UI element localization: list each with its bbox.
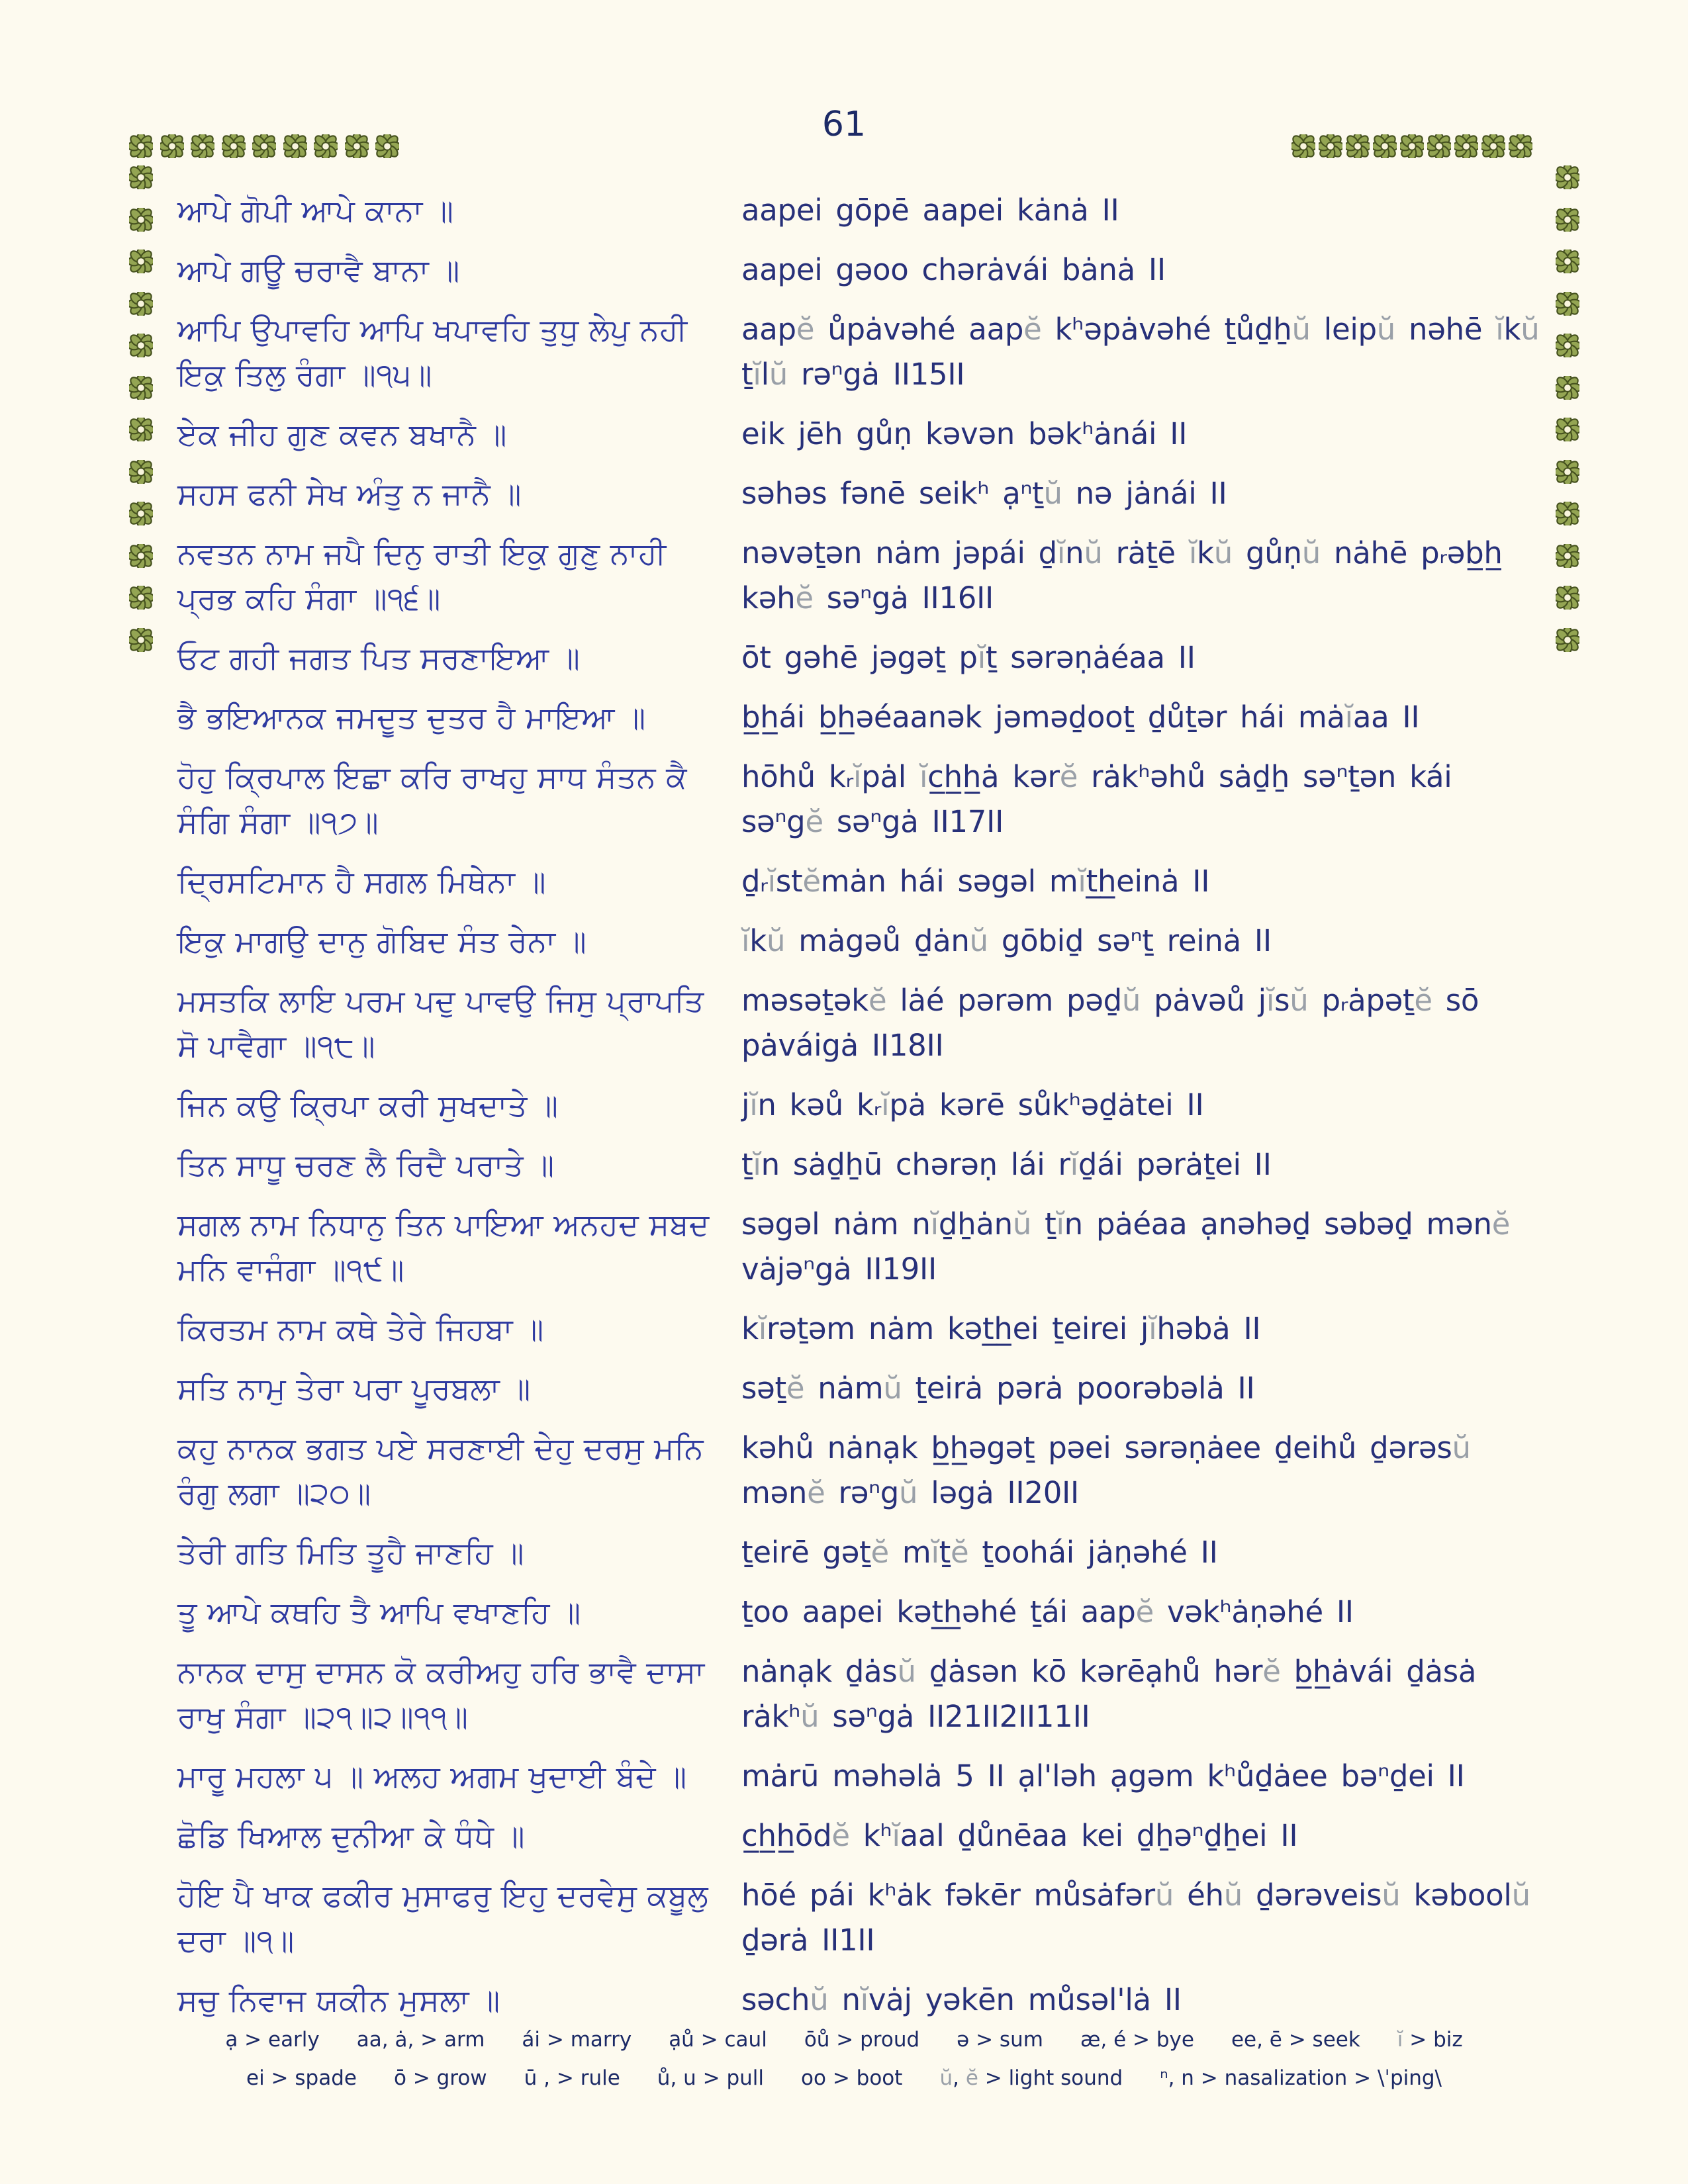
verse-row: [177, 1083, 1542, 1128]
verse-row: [177, 1754, 1542, 1799]
flower-ornament-icon: [129, 250, 153, 273]
key-entry: ō > grow: [393, 2066, 487, 2090]
gurmukhi-line: ਨਵਤਨ ਨਾਮ ਜਪੈ ਦਿਨੁ ਰਾਤੀ ਇਕੁ ਗੁਣੁ ਨਾਹੀ ਪ੍ਰਭ ਕਹਿ ਸੰਗਾ ॥੧੬॥: [177, 535, 667, 616]
verse-row: [177, 1202, 1542, 1292]
flower-ornament-icon: [1556, 460, 1579, 484]
gurmukhi-line: ਹੋਇ ਪੈ ਖਾਕ ਫਕੀਰ ਮੁਸਾਫਰੁ ਇਹੁ ਦਰਵੇਸੁ ਕਬੂਲੁ ਦਰਾ ॥੧॥: [177, 1878, 709, 1958]
gurmukhi-line: ਕਹੁ ਨਾਨਕ ਭਗਤ ਪਏ ਸਰਣਾਈ ਦੇਹੁ ਦਰਸੁ ਮਨਿ ਰੰਗੁ ਲਗਾ ॥੨੦॥: [177, 1430, 704, 1511]
gurmukhi-line: ਹੋਹੁ ਕ੍ਰਿਪਾਲ ਇਛਾ ਕਰਿ ਰਾਖਹੁ ਸਾਧ ਸੰਤਨ ਕੈ ਸੰਗਿ ਸੰਗਾ ॥੧੭॥: [177, 759, 688, 840]
roman-transliteration-line: ṯoo aapei kət̲h̲əhé ṯái aapĕ vəkʰȧṇəhé II: [741, 1594, 1354, 1629]
key-entry: ee, ē > seek: [1231, 2028, 1360, 2052]
gurmukhi-line: ਮਾਰੂ ਮਹਲਾ ੫ ॥ ਅਲਹ ਅਗਮ ਖੁਦਾਈ ਬੰਦੇ ॥: [177, 1758, 687, 1794]
flower-ornament-icon: [1346, 134, 1370, 158]
roman-transliteration-line: nəvəṯən nȧm jəpái ḏĭnŭ rȧṯē ĭkŭ gůṇŭ nȧhē pᵣəb̲h̲ kəhĕ səⁿgȧ II16II: [741, 535, 1503, 615]
roman-transliteration-line: səchŭ nĭvȧj yəkēn můsəl'lȧ II: [741, 1982, 1182, 2017]
flower-ornament-icon: [375, 134, 399, 158]
verse-row: [177, 695, 1542, 740]
roman-transliteration-line: nȧnạk ḏȧsŭ ḏȧsən kō kərēạhů hərĕ b̲h̲ȧvái ḏȧsȧ rȧkʰŭ səⁿgȧ II21II2II11II: [741, 1654, 1477, 1734]
verse-row: [177, 1142, 1542, 1187]
gurmukhi-line: ਤੂ ਆਪੇ ਕਥਹਿ ਤੈ ਆਪਿ ਵਖਾਣਹਿ ॥: [177, 1594, 581, 1630]
flower-ornament-icon: [1427, 134, 1451, 158]
gurmukhi-line: ਓਟ ਗਹੀ ਜਗਤ ਪਿਤ ਸਰਣਾਇਆ ॥: [177, 640, 581, 676]
flower-ornament-icon: [1319, 134, 1342, 158]
flower-ornament-icon: [129, 586, 153, 610]
verse-row: [177, 412, 1542, 457]
roman-transliteration-line: kəhů nȧnạk b̲h̲əgəṯ pəei sərəṇȧee ḏeihů ḏərəsŭ mənĕ rəⁿgŭ ləgȧ II20II: [741, 1430, 1471, 1510]
flower-ornament-icon: [129, 208, 153, 232]
flower-ornament-icon: [345, 134, 369, 158]
flower-ornament-icon: [252, 134, 276, 158]
flower-ornament-icon: [283, 134, 307, 158]
verse-row: [177, 754, 1542, 844]
gurmukhi-line: ਦ੍ਰਿਸਟਿਮਾਨ ਹੈ ਸਗਲ ਮਿਥੇਨਾ ॥: [177, 864, 547, 899]
roman-transliteration-line: jĭn kəů kᵣĭpȧ kərē sůkʰəḏȧtei II: [741, 1087, 1204, 1122]
roman-transliteration-line: kĭrəṯəm nȧm kət̲h̲ei ṯeirei jĭhəbȧ II: [741, 1311, 1261, 1346]
flower-ornament-icon: [191, 134, 214, 158]
verse-row: [177, 307, 1542, 397]
flower-ornament-icon: [1373, 134, 1397, 158]
verse-row: [177, 1530, 1542, 1575]
gurmukhi-line: ਮਸਤਕਿ ਲਾਇ ਪਰਮ ਪਦੁ ਪਾਵਉ ਜਿਸੁ ਪ੍ਰਾਪਤਿ ਸੋ ਪਾਵੈਗਾ ॥੧੮॥: [177, 983, 704, 1064]
flower-ornament-icon: [1556, 250, 1579, 273]
flower-ornament-icon: [129, 376, 153, 400]
key-entry: oo > boot: [801, 2066, 903, 2090]
roman-transliteration-line: hōhů kᵣĭpȧl ĭc̲h̲h̲ȧ kərĕ rȧkʰəhů sȧḏẖ səⁿṯən kái səⁿgĕ səⁿgȧ II17II: [741, 759, 1452, 839]
flower-ornament-icon: [129, 502, 153, 525]
verse-row: [177, 859, 1542, 904]
roman-transliteration-line: hōé pái kʰȧk fəkēr můsȧfərŭ éhŭ ḏərəveisŭ kəboolŭ ḏərȧ II1II: [741, 1878, 1530, 1958]
flower-ornament-icon: [1556, 586, 1579, 610]
gurmukhi-line: ਛੋਡਿ ਖਿਆਲ ਦੁਨੀਆ ਕੇ ਧੰਧੇ ॥: [177, 1818, 526, 1854]
key-entry: ạ > early: [225, 2028, 320, 2052]
verse-row: [177, 1978, 1542, 2023]
gurmukhi-line: ਨਾਨਕ ਦਾਸੁ ਦਾਸਨ ਕੋ ਕਰੀਅਹੁ ਹਰਿ ਭਾਵੈ ਦਾਸਾ ਰਾਖੁ ਸੰਗਾ ॥੨੧॥੨॥੧੧॥: [177, 1654, 705, 1735]
gurmukhi-line: ਕਿਰਤਮ ਨਾਮ ਕਥੇ ਤੇਰੇ ਜਿਹਬਾ ॥: [177, 1311, 544, 1347]
gurmukhi-line: ਤਿਨ ਸਾਧੂ ਚਰਣ ਲੈ ਰਿਦੈ ਪਰਾਤੇ ॥: [177, 1147, 555, 1183]
key-entry: æ, é > bye: [1080, 2028, 1194, 2052]
gurmukhi-line: ਭੈ ਭਇਆਨਕ ਜਮਦੂਤ ਦੁਤਰ ਹੈ ਮਾਇਆ ॥: [177, 700, 646, 735]
flower-ornament-icon: [1556, 544, 1579, 568]
verse-row: [177, 1426, 1542, 1516]
key-entry: ĭ > biz: [1397, 2028, 1463, 2052]
roman-transliteration-line: səhəs fənē seikʰ ạⁿṯŭ nə jȧnái II: [741, 476, 1227, 511]
roman-transliteration-line: aapĕ ůpȧvəhé aapĕ kʰəpȧvəhé ṯůḏẖŭ leipŭ nəhē ĭkŭ ṯĭlŭ rəⁿgȧ II15II: [741, 312, 1540, 392]
flower-ornament-icon: [1291, 134, 1315, 158]
roman-transliteration-line: səṯĕ nȧmŭ ṯeirȧ pərȧ poorəbəlȧ II: [741, 1371, 1255, 1406]
roman-transliteration-line: b̲h̲ái b̲h̲əéaanək jəməḏooṯ ḏůṯər hái mȧĭaa II: [741, 700, 1420, 735]
flower-ornament-icon: [129, 628, 153, 652]
roman-transliteration-line: aapei gōpē aapei kȧnȧ II: [741, 193, 1119, 228]
flower-ornament-icon: [129, 334, 153, 357]
key-entry: ū , > rule: [524, 2066, 620, 2090]
verse-row: [177, 1873, 1542, 1963]
verses-column: [177, 188, 1542, 2037]
flower-ornament-icon: [129, 165, 153, 189]
key-entry: ə > sum: [957, 2028, 1043, 2052]
flower-ornament-icon: [1509, 134, 1532, 158]
flower-ornament-icon: [1481, 134, 1505, 158]
flower-ornament-icon: [314, 134, 338, 158]
flower-ornament-icon: [129, 460, 153, 484]
flower-ornament-icon: [1556, 376, 1579, 400]
roman-transliteration-line: səgəl nȧm nĭḏẖȧnŭ ṯĭn pȧéaa ạnəhəḏ səbəḏ mənĕ vȧjəⁿgȧ II19II: [741, 1206, 1511, 1287]
flower-ornament-icon: [1556, 628, 1579, 652]
verse-row: [177, 248, 1542, 293]
flower-ornament-icon: [1556, 208, 1579, 232]
verse-row: [177, 919, 1542, 964]
verse-row: [177, 978, 1542, 1068]
flower-ornament-icon: [160, 134, 184, 158]
key-entry: aa, ȧ, > arm: [356, 2028, 485, 2052]
key-entry: ŭ, ĕ > light sound: [939, 2066, 1123, 2090]
verse-row: [177, 635, 1542, 680]
flower-ornament-icon: [1400, 134, 1424, 158]
verse-row: [177, 188, 1542, 233]
gurmukhi-line: ਸਤਿ ਨਾਮੁ ਤੇਰਾ ਪਰਾ ਪੂਰਬਲਾ ॥: [177, 1371, 531, 1406]
verse-row: [177, 1366, 1542, 1411]
key-entry: ei > spade: [246, 2066, 357, 2090]
gurmukhi-line: ਸਹਸ ਫਨੀ ਸੇਖ ਅੰਤੁ ਨ ਜਾਨੈ ॥: [177, 476, 522, 512]
flower-ornament-icon: [1556, 502, 1579, 525]
gurmukhi-line: ਜਿਨ ਕਉ ਕ੍ਰਿਪਾ ਕਰੀ ਸੁਖਦਾਤੇ ॥: [177, 1087, 559, 1123]
verse-row: [177, 1813, 1542, 1858]
flower-ornament-icon: [1556, 165, 1579, 189]
gurmukhi-line: ਸਗਲ ਨਾਮ ਨਿਧਾਨੁ ਤਿਨ ਪਾਇਆ ਅਨਹਦ ਸਬਦ ਮਨਿ ਵਾਜੰਗਾ ॥੧੯॥: [177, 1206, 710, 1287]
verse-row: [177, 1649, 1542, 1739]
roman-transliteration-line: aapei gəoo chərȧvái bȧnȧ II: [741, 252, 1166, 287]
roman-transliteration-line: ṯeirē gəṯĕ mĭṯĕ ṯoohái jȧṇəhé II: [741, 1535, 1218, 1570]
gurmukhi-line: ਆਪੇ ਗੋਪੀ ਆਪੇ ਕਾਨਾ ॥: [177, 193, 454, 228]
verse-row: [177, 1590, 1542, 1635]
verse-row: [177, 1306, 1542, 1351]
key-entry: ạů > caul: [669, 2028, 767, 2052]
flower-ornament-icon: [1556, 292, 1579, 316]
gurmukhi-line: ਤੇਰੀ ਗਤਿ ਮਿਤਿ ਤੂਹੈ ਜਾਣਹਿ ॥: [177, 1535, 524, 1570]
key-entry: ōů > proud: [804, 2028, 920, 2052]
flower-ornament-icon: [1454, 134, 1478, 158]
verse-row: [177, 471, 1542, 516]
flower-ornament-icon: [1556, 334, 1579, 357]
gurmukhi-line: ਆਪਿ ਉਪਾਵਹਿ ਆਪਿ ਖਪਾਵਹਿ ਤੁਧੁ ਲੇਪੁ ਨਹੀ ਇਕੁ ਤਿਲੁ ਰੰਗਾ ॥੧੫॥: [177, 312, 688, 392]
roman-transliteration-line: ḏᵣĭstĕmȧn hái səgəl mĭt̲h̲einȧ II: [741, 864, 1210, 899]
roman-transliteration-line: ṯĭn sȧḏẖū chərəṇ lái rĭḏái pərȧṯei II: [741, 1147, 1272, 1182]
gurmukhi-line: ਆਪੇ ਗਊ ਚਰਾਵੈ ਬਾਨਾ ॥: [177, 252, 460, 288]
flower-ornament-icon: [129, 544, 153, 568]
roman-transliteration-line: eik jēh gůṇ kəvən bəkʰȧnái II: [741, 416, 1188, 451]
key-entry: ⁿ, n > nasalization > \ˈping\: [1160, 2066, 1442, 2090]
pronunciation-key-row-1: [79, 2028, 1609, 2052]
gurmukhi-line: ਇਕੁ ਮਾਗਉ ਦਾਨੁ ਗੋਬਿਦ ਸੰਤ ਰੇਨਾ ॥: [177, 923, 587, 959]
roman-transliteration-line: ōt gəhē jəgəṯ pĭṯ sərəṇȧéaa II: [741, 640, 1196, 675]
gurmukhi-line: ਏਕ ਜੀਹ ਗੁਣ ਕਵਨ ਬਖਾਨੈ ॥: [177, 416, 507, 452]
key-entry: ů, u > pull: [657, 2066, 765, 2090]
flower-ornament-icon: [129, 418, 153, 441]
key-entry: ái > marry: [522, 2028, 632, 2052]
flower-ornament-icon: [129, 292, 153, 316]
roman-transliteration-line: c̲h̲h̲ōdĕ kʰĭaal ḏůnēaa kei ḏẖəⁿḏẖei II: [741, 1818, 1298, 1853]
roman-transliteration-line: məsəṯəkĕ lȧé pərəm pəḏŭ pȧvəů jĭsŭ pᵣȧpəṯĕ sō pȧváigȧ II18II: [741, 983, 1479, 1063]
roman-transliteration-line: mȧrū məhəlȧ 5 II ạl'ləh ạgəm kʰůḏȧee bəⁿḏei II: [741, 1758, 1465, 1794]
flower-ornament-icon: [1556, 418, 1579, 441]
page-number: 61: [821, 105, 867, 144]
flower-ornament-icon: [222, 134, 246, 158]
flower-ornament-icon: [129, 134, 153, 158]
pronunciation-key-row-2: [79, 2066, 1609, 2090]
roman-transliteration-line: ĭkŭ mȧgəů ḏȧnŭ gōbiḏ səⁿṯ reinȧ II: [741, 923, 1272, 958]
verse-row: [177, 531, 1542, 621]
gurmukhi-line: ਸਚੁ ਨਿਵਾਜ ਯਕੀਨ ਮੁਸਲਾ ॥: [177, 1982, 500, 2018]
